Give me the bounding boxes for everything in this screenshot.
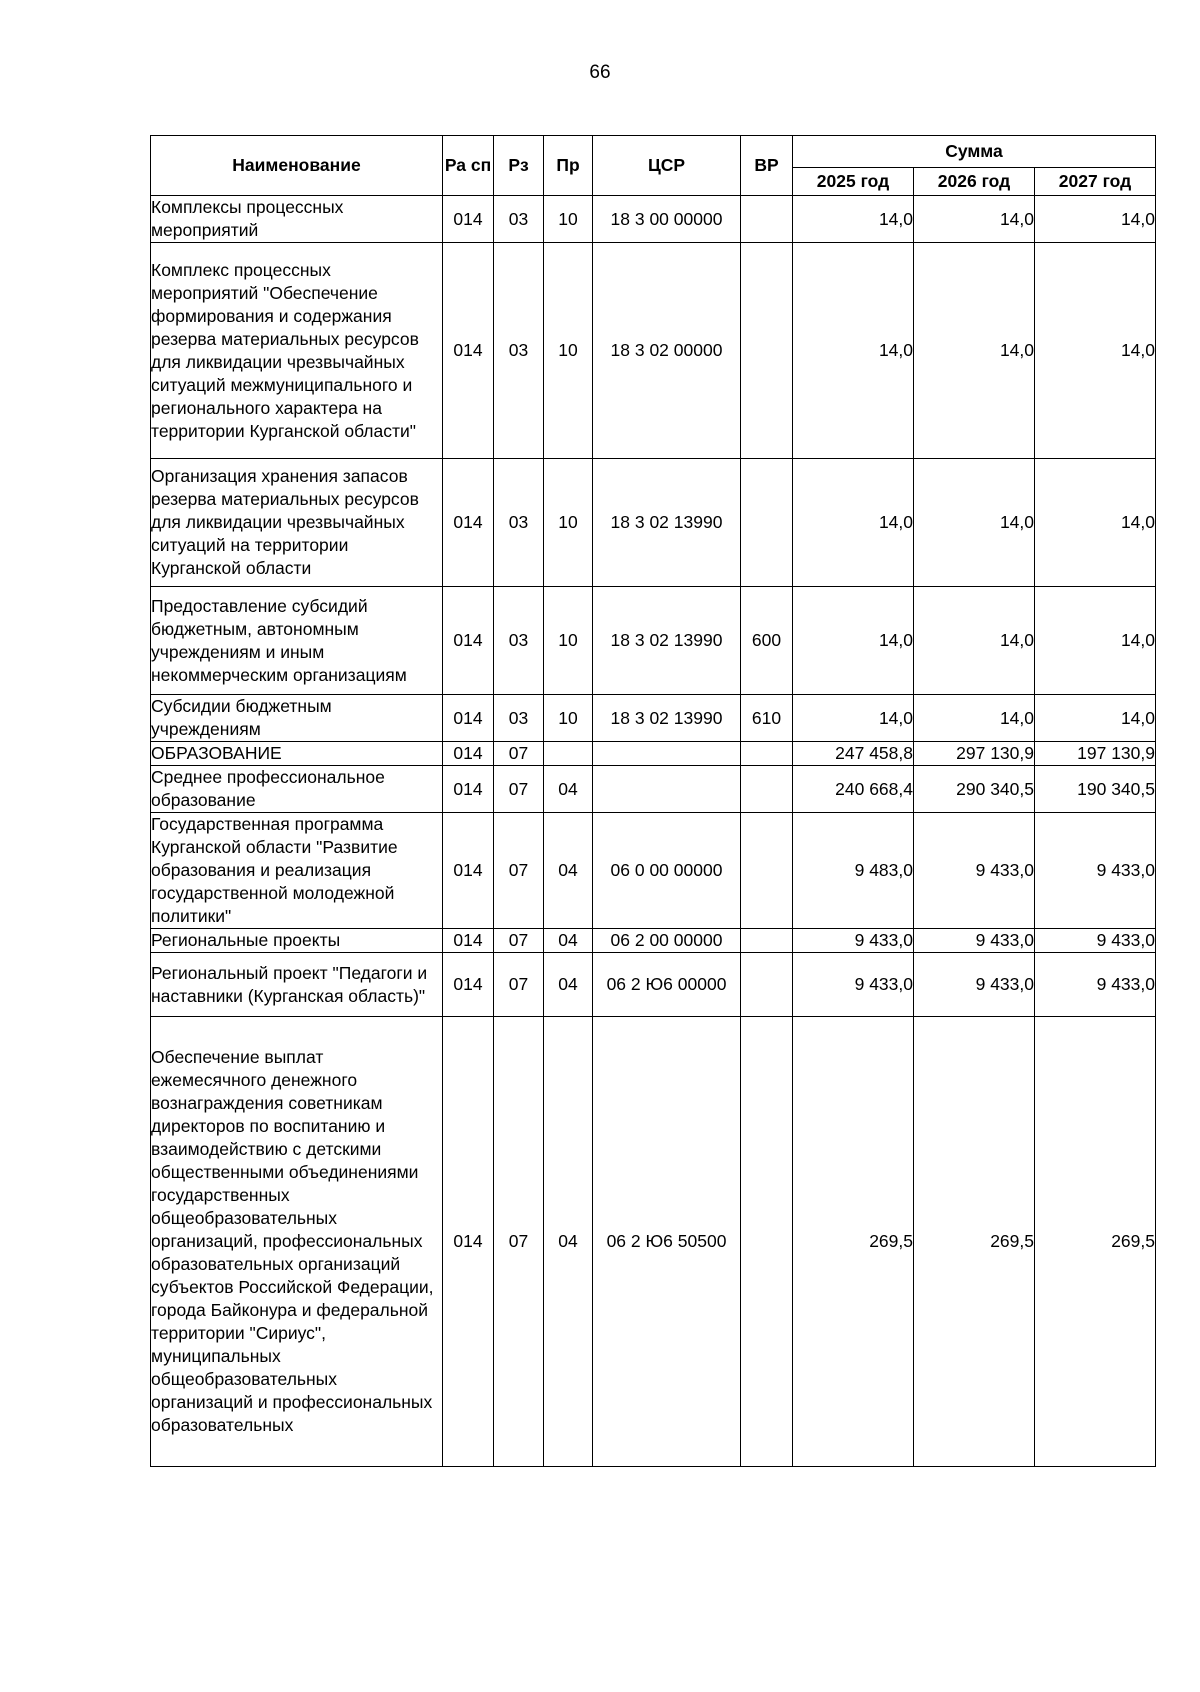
row-rasp-cell: 014 bbox=[443, 459, 494, 587]
row-amount-2026-cell: 9 433,0 bbox=[914, 953, 1035, 1017]
row-rasp-cell: 014 bbox=[443, 243, 494, 459]
row-rasp-cell: 014 bbox=[443, 1017, 494, 1467]
row-vr-cell bbox=[741, 766, 793, 813]
row-amount-2027-cell: 9 433,0 bbox=[1035, 929, 1156, 953]
row-name-cell: Комплекс процессных мероприятий "Обеспечение формирования и содержания резерва материальных ресурсов для ликвидации чрезвычайных ситуаций межмуниципального и регионального характера на территории Курганской области" bbox=[151, 243, 443, 459]
row-pr-cell: 04 bbox=[544, 766, 593, 813]
row-amount-2025-cell: 269,5 bbox=[793, 1017, 914, 1467]
row-name-cell: Региональный проект "Педагоги и наставники (Курганская область)" bbox=[151, 953, 443, 1017]
row-name-cell: ОБРАЗОВАНИЕ bbox=[151, 742, 443, 766]
row-rasp-cell: 014 bbox=[443, 587, 494, 695]
row-csr-cell: 18 3 02 13990 bbox=[593, 695, 741, 742]
row-rz-cell: 07 bbox=[494, 813, 544, 929]
row-amount-2026-cell: 14,0 bbox=[914, 695, 1035, 742]
header-csr: ЦСР bbox=[593, 136, 741, 196]
row-pr-cell: 10 bbox=[544, 243, 593, 459]
row-vr-cell bbox=[741, 243, 793, 459]
row-csr-cell: 06 2 Ю6 00000 bbox=[593, 953, 741, 1017]
row-pr-cell: 10 bbox=[544, 695, 593, 742]
row-csr-cell: 18 3 02 00000 bbox=[593, 243, 741, 459]
row-pr-cell bbox=[544, 742, 593, 766]
row-amount-2026-cell: 14,0 bbox=[914, 459, 1035, 587]
table-header bbox=[151, 136, 1156, 196]
row-rz-cell: 07 bbox=[494, 1017, 544, 1467]
row-amount-2025-cell: 9 433,0 bbox=[793, 953, 914, 1017]
row-vr-cell bbox=[741, 742, 793, 766]
row-rasp-cell: 014 bbox=[443, 742, 494, 766]
row-amount-2025-cell: 247 458,8 bbox=[793, 742, 914, 766]
table-row bbox=[151, 929, 1156, 953]
header-vr: ВР bbox=[741, 136, 793, 196]
row-vr-cell: 610 bbox=[741, 695, 793, 742]
page-number: 66 bbox=[589, 62, 611, 83]
row-amount-2027-cell: 9 433,0 bbox=[1035, 953, 1156, 1017]
row-csr-cell: 18 3 02 13990 bbox=[593, 459, 741, 587]
row-amount-2026-cell: 9 433,0 bbox=[914, 813, 1035, 929]
row-amount-2025-cell: 14,0 bbox=[793, 695, 914, 742]
row-name-cell: Среднее профессиональное образование bbox=[151, 766, 443, 813]
row-rz-cell: 07 bbox=[494, 929, 544, 953]
row-amount-2025-cell: 14,0 bbox=[793, 196, 914, 243]
table-row bbox=[151, 196, 1156, 243]
budget-table bbox=[150, 135, 1156, 1467]
row-csr-cell bbox=[593, 766, 741, 813]
row-csr-cell: 18 3 02 13990 bbox=[593, 587, 741, 695]
row-amount-2027-cell: 269,5 bbox=[1035, 1017, 1156, 1467]
row-name-cell: Региональные проекты bbox=[151, 929, 443, 953]
row-pr-cell: 10 bbox=[544, 587, 593, 695]
row-amount-2027-cell: 14,0 bbox=[1035, 243, 1156, 459]
row-vr-cell: 600 bbox=[741, 587, 793, 695]
row-amount-2026-cell: 9 433,0 bbox=[914, 929, 1035, 953]
row-amount-2026-cell: 14,0 bbox=[914, 196, 1035, 243]
table-row bbox=[151, 587, 1156, 695]
header-sum: Сумма bbox=[793, 136, 1156, 168]
row-name-cell: Государственная программа Курганской области "Развитие образования и реализация государственной молодежной политики" bbox=[151, 813, 443, 929]
row-amount-2025-cell: 14,0 bbox=[793, 459, 914, 587]
row-pr-cell: 04 bbox=[544, 953, 593, 1017]
row-vr-cell bbox=[741, 929, 793, 953]
row-vr-cell bbox=[741, 196, 793, 243]
row-amount-2027-cell: 197 130,9 bbox=[1035, 742, 1156, 766]
row-csr-cell bbox=[593, 742, 741, 766]
row-pr-cell: 10 bbox=[544, 196, 593, 243]
row-amount-2027-cell: 9 433,0 bbox=[1035, 813, 1156, 929]
header-year-2025: 2025 год bbox=[793, 168, 914, 196]
row-vr-cell bbox=[741, 459, 793, 587]
table-body bbox=[151, 196, 1156, 1467]
row-rz-cell: 03 bbox=[494, 459, 544, 587]
table-row bbox=[151, 1017, 1156, 1467]
row-csr-cell: 06 0 00 00000 bbox=[593, 813, 741, 929]
row-amount-2025-cell: 9 433,0 bbox=[793, 929, 914, 953]
row-rasp-cell: 014 bbox=[443, 766, 494, 813]
row-rz-cell: 07 bbox=[494, 742, 544, 766]
row-amount-2026-cell: 14,0 bbox=[914, 243, 1035, 459]
row-amount-2027-cell: 14,0 bbox=[1035, 695, 1156, 742]
header-year-2026: 2026 год bbox=[914, 168, 1035, 196]
table-row bbox=[151, 742, 1156, 766]
row-csr-cell: 06 2 00 00000 bbox=[593, 929, 741, 953]
row-rasp-cell: 014 bbox=[443, 196, 494, 243]
row-name-cell: Организация хранения запасов резерва материальных ресурсов для ликвидации чрезвычайных ситуаций на территории Курганской области bbox=[151, 459, 443, 587]
table-row bbox=[151, 695, 1156, 742]
row-amount-2027-cell: 14,0 bbox=[1035, 196, 1156, 243]
row-rz-cell: 03 bbox=[494, 196, 544, 243]
header-name: Наименование bbox=[151, 136, 443, 196]
row-name-cell: Субсидии бюджетным учреждениям bbox=[151, 695, 443, 742]
row-rasp-cell: 014 bbox=[443, 929, 494, 953]
table-row bbox=[151, 813, 1156, 929]
row-rz-cell: 03 bbox=[494, 587, 544, 695]
row-pr-cell: 10 bbox=[544, 459, 593, 587]
row-amount-2027-cell: 190 340,5 bbox=[1035, 766, 1156, 813]
row-name-cell: Комплексы процессных мероприятий bbox=[151, 196, 443, 243]
row-pr-cell: 04 bbox=[544, 929, 593, 953]
row-amount-2026-cell: 269,5 bbox=[914, 1017, 1035, 1467]
row-name-cell: Предоставление субсидий бюджетным, автономным учреждениям и иным некоммерческим организациям bbox=[151, 587, 443, 695]
row-amount-2025-cell: 14,0 bbox=[793, 243, 914, 459]
table-row bbox=[151, 459, 1156, 587]
row-rasp-cell: 014 bbox=[443, 813, 494, 929]
row-vr-cell bbox=[741, 1017, 793, 1467]
row-csr-cell: 06 2 Ю6 50500 bbox=[593, 1017, 741, 1467]
row-csr-cell: 18 3 00 00000 bbox=[593, 196, 741, 243]
row-rasp-cell: 014 bbox=[443, 695, 494, 742]
row-amount-2026-cell: 290 340,5 bbox=[914, 766, 1035, 813]
row-pr-cell: 04 bbox=[544, 1017, 593, 1467]
table-row bbox=[151, 243, 1156, 459]
header-pr: Пр bbox=[544, 136, 593, 196]
header-year-2027: 2027 год bbox=[1035, 168, 1156, 196]
row-amount-2025-cell: 9 483,0 bbox=[793, 813, 914, 929]
row-name-cell: Обеспечение выплат ежемесячного денежного вознаграждения советникам директоров по воспитанию и взаимодействию с детскими общественными объединениями государственных общеобразовательных организаций, профессиональных образовательных организаций субъектов Российской Федерации, города Байконура и федеральной территории "Сириус", муниципальных общеобразовательных организаций и профессиональных образовательных bbox=[151, 1017, 443, 1467]
row-amount-2026-cell: 297 130,9 bbox=[914, 742, 1035, 766]
row-rz-cell: 03 bbox=[494, 695, 544, 742]
row-rz-cell: 07 bbox=[494, 953, 544, 1017]
row-rasp-cell: 014 bbox=[443, 953, 494, 1017]
row-amount-2027-cell: 14,0 bbox=[1035, 587, 1156, 695]
row-vr-cell bbox=[741, 813, 793, 929]
header-rz: Рз bbox=[494, 136, 544, 196]
row-amount-2026-cell: 14,0 bbox=[914, 587, 1035, 695]
row-amount-2025-cell: 240 668,4 bbox=[793, 766, 914, 813]
row-rz-cell: 07 bbox=[494, 766, 544, 813]
row-rz-cell: 03 bbox=[494, 243, 544, 459]
table-row bbox=[151, 953, 1156, 1017]
row-amount-2027-cell: 14,0 bbox=[1035, 459, 1156, 587]
header-rasp: Ра сп bbox=[443, 136, 494, 196]
row-vr-cell bbox=[741, 953, 793, 1017]
row-amount-2025-cell: 14,0 bbox=[793, 587, 914, 695]
table-row bbox=[151, 766, 1156, 813]
row-pr-cell: 04 bbox=[544, 813, 593, 929]
